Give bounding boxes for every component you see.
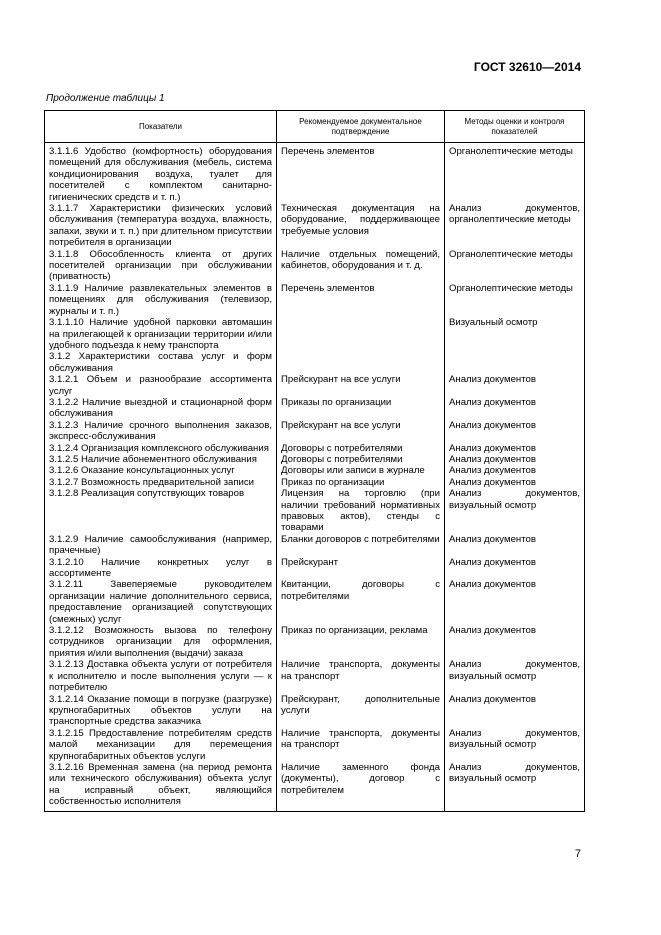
indicator-cell: 3.1.2.12 Возможность вызова по телефону сотрудников организации для оформления, приятия и/или выполнения (выдачи) заказа <box>45 625 277 659</box>
method-cell: Органолептические методы <box>445 283 585 317</box>
indicator-cell: 3.1.2.10 Наличие конкретных услуг в ассортименте <box>45 557 277 580</box>
documentation-cell: Приказ по организации, реклама <box>277 625 445 659</box>
documentation-cell: Техническая документация на оборудование, поддерживающее требуемые условия <box>277 203 445 249</box>
method-cell: Анализ документов, органолептические методы <box>445 203 585 249</box>
indicator-cell: 3.1.2.15 Предоставление потребителям средств малой механизации для перемещения крупногабаритных объектов услуги <box>45 728 277 762</box>
documentation-cell: Договоры или записи в журнале <box>277 465 445 476</box>
table-row <box>45 477 585 488</box>
table-row <box>45 374 585 397</box>
method-cell: Анализ документов <box>445 374 585 397</box>
table-row <box>45 454 585 465</box>
table-row <box>45 351 585 374</box>
documentation-cell: Договоры с потребителями <box>277 454 445 465</box>
table-row <box>45 283 585 317</box>
documentation-cell: Прейскурант на все услуги <box>277 420 445 443</box>
indicator-cell: 3.1.2.5 Наличие абонементного обслуживания <box>45 454 277 465</box>
method-cell: Анализ документов <box>445 694 585 728</box>
documentation-cell: Приказы по организации <box>277 397 445 420</box>
method-cell: Анализ документов, визуальный осмотр <box>445 659 585 693</box>
table-row <box>45 762 585 811</box>
documentation-cell: Наличие транспорта, документы на транспорт <box>277 659 445 693</box>
indicator-cell: 3.1.2.13 Доставка объекта услуги от потребителя к исполнителю и после выполнения услуги — к потребителю <box>45 659 277 693</box>
table-row <box>45 203 585 249</box>
documentation-cell: Договоры с потребителями <box>277 443 445 454</box>
method-cell: Анализ документов <box>445 420 585 443</box>
indicator-cell: 3.1.2.2 Наличие выездной и стационарной форм обслуживания <box>45 397 277 420</box>
indicator-cell: 3.1.2.14 Оказание помощи в погрузке (разгрузке) крупногабаритных объектов услуги на транспортные средства заказчика <box>45 694 277 728</box>
table-row <box>45 465 585 476</box>
indicator-cell: 3.1.2.16 Временная замена (на период ремонта или технического обслуживания) объекта услуг на исправный объект, являющийся собственностью исполнителя <box>45 762 277 811</box>
documentation-cell: Квитанции, договоры с потребителями <box>277 579 445 625</box>
method-cell: Анализ документов <box>445 443 585 454</box>
table-row <box>45 557 585 580</box>
documentation-cell: Наличие отдельных помещений, кабинетов, оборудования и т. д. <box>277 249 445 283</box>
indicator-cell: 3.1.2 Характеристики состава услуг и форм обслуживания <box>45 351 277 374</box>
documentation-cell: Наличие транспорта, документы на транспорт <box>277 728 445 762</box>
table-row <box>45 625 585 659</box>
documentation-cell: Перечень элементов <box>277 283 445 317</box>
indicator-cell: 3.1.2.1 Объем и разнообразие ассортимента услуг <box>45 374 277 397</box>
indicator-cell: 3.1.2.3 Наличие срочного выполнения заказов, экспресс-обслуживания <box>45 420 277 443</box>
method-cell: Анализ документов <box>445 465 585 476</box>
table-row <box>45 317 585 351</box>
table-row <box>45 534 585 557</box>
indicator-cell: 3.1.2.7 Возможность предварительной записи <box>45 477 277 488</box>
document-code: ГОСТ 32610—2014 <box>473 60 581 74</box>
method-cell: Анализ документов, визуальный осмотр <box>445 728 585 762</box>
column-header-methods: Методы оценки и контроля показателей <box>445 111 585 143</box>
table-row <box>45 443 585 454</box>
method-cell: Анализ документов, визуальный осмотр <box>445 762 585 811</box>
table-row <box>45 488 585 534</box>
indicator-cell: 3.1.1.10 Наличие удобной парковки автомашин на прилегающей к организации территории и/или удобного подъезда к нему транспорта <box>45 317 277 351</box>
indicator-cell: 3.1.1.9 Наличие развлекательных элементов в помещениях для обслуживания (телевизор, журналы и т. п.) <box>45 283 277 317</box>
indicator-cell: 3.1.2.9 Наличие самообслуживания (например, прачечные) <box>45 534 277 557</box>
method-cell: Анализ документов <box>445 579 585 625</box>
table-row <box>45 420 585 443</box>
indicator-cell: 3.1.2.6 Оказание консультационных услуг <box>45 465 277 476</box>
documentation-cell: Прейскурант, дополнительные услуги <box>277 694 445 728</box>
documentation-cell: Приказ по организации <box>277 477 445 488</box>
method-cell: Анализ документов <box>445 477 585 488</box>
method-cell: Органолептические методы <box>445 249 585 283</box>
column-header-documentation: Рекомендуемое документальное подтверждение <box>277 111 445 143</box>
documentation-cell: Перечень элементов <box>277 143 445 204</box>
method-cell: Визуальный осмотр <box>445 317 585 351</box>
documentation-cell: Лицензия на торговлю (при наличии требований нормативных правовых актов), стенды с товарами <box>277 488 445 534</box>
method-cell: Анализ документов, визуальный осмотр <box>445 488 585 534</box>
indicator-cell: 3.1.1.8 Обособленность клиента от других посетителей организации при обслуживании (приватность) <box>45 249 277 283</box>
method-cell: Анализ документов <box>445 625 585 659</box>
table-header-row <box>45 111 585 143</box>
page-number: 7 <box>574 848 581 860</box>
requirements-table <box>44 110 585 812</box>
method-cell: Анализ документов <box>445 534 585 557</box>
table-row <box>45 249 585 283</box>
documentation-cell <box>277 351 445 374</box>
documentation-cell: Бланки договоров с потребителями <box>277 534 445 557</box>
column-header-indicators: Показатели <box>45 111 277 143</box>
documentation-cell: Прейскурант на все услуги <box>277 374 445 397</box>
table-row <box>45 143 585 204</box>
table-row <box>45 694 585 728</box>
indicator-cell: 3.1.2.4 Организация комплексного обслуживания <box>45 443 277 454</box>
method-cell: Анализ документов <box>445 397 585 420</box>
table-row <box>45 579 585 625</box>
indicator-cell: 3.1.2.11 Завеперяемые руководителем организации наличие дополнительного сервиса, предоставление организацией сопутствующих (смежных) услуг <box>45 579 277 625</box>
table-caption: Продолжение таблицы 1 <box>46 93 165 104</box>
method-cell: Органолептические методы <box>445 143 585 204</box>
indicator-cell: 3.1.1.6 Удобство (комфортность) оборудования помещений для обслуживания (мебель, система кондиционирования воздуха, туалет для посетителей с комплектом санитарно-гигиенических средств и т. п.) <box>45 143 277 204</box>
documentation-cell <box>277 317 445 351</box>
documentation-cell: Наличие заменного фонда (документы), договор с потребителем <box>277 762 445 811</box>
table-row <box>45 397 585 420</box>
method-cell <box>445 351 585 374</box>
table-row <box>45 659 585 693</box>
method-cell: Анализ документов <box>445 454 585 465</box>
method-cell: Анализ документов <box>445 557 585 580</box>
indicator-cell: 3.1.2.8 Реализация сопутствующих товаров <box>45 488 277 534</box>
table-row <box>45 728 585 762</box>
indicator-cell: 3.1.1.7 Характеристики физических условий обслуживания (температура воздуха, влажность, запахи, звуки и т. п.) при длительном присутствии потребителя в организации <box>45 203 277 249</box>
documentation-cell: Прейскурант <box>277 557 445 580</box>
